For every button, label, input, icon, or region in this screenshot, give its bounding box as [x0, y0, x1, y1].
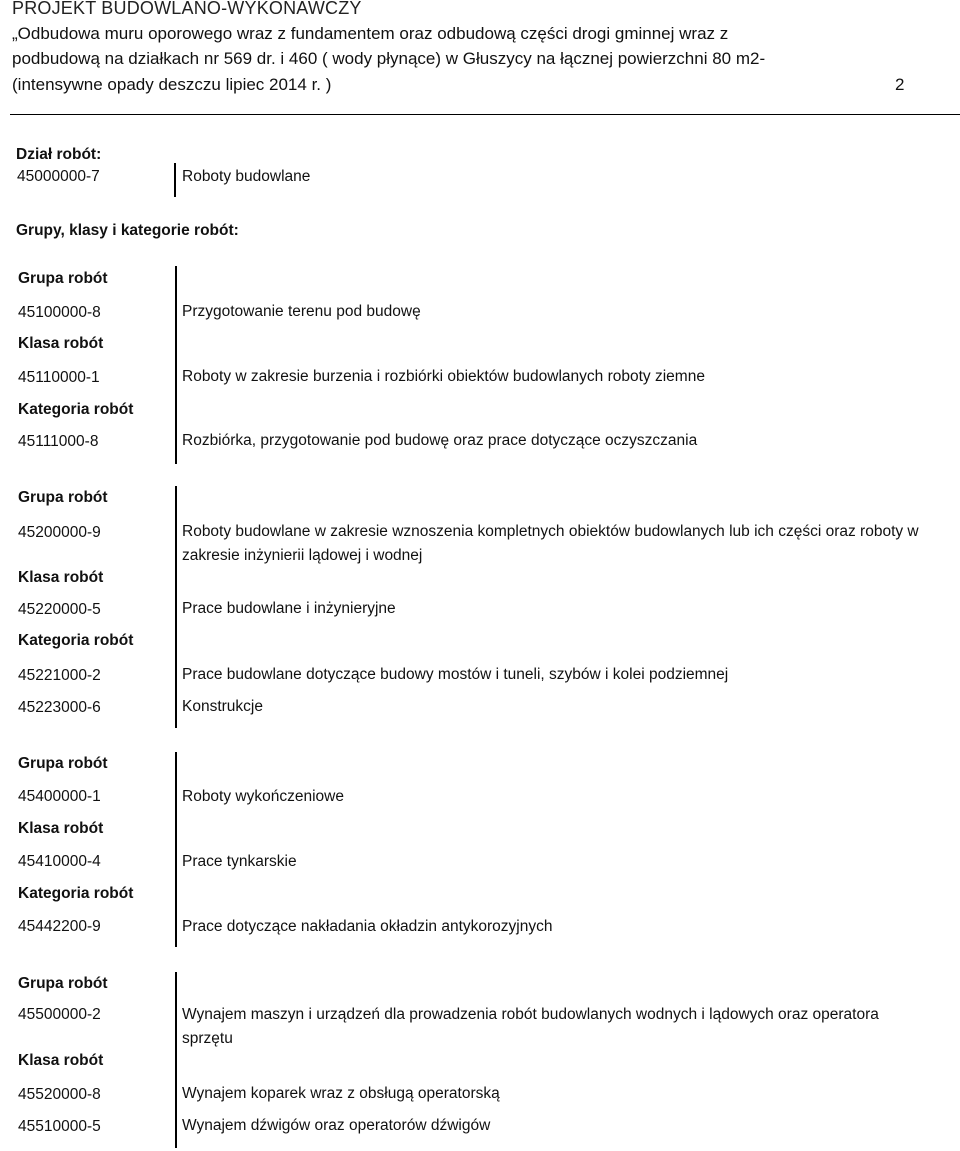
kategoria-code: 45442200-9	[18, 918, 101, 935]
grupa-label: Grupa robót	[18, 755, 108, 772]
extra-name: Konstrukcje	[182, 698, 263, 715]
dzial-code: 45000000-7	[17, 168, 100, 185]
kategoria-name: Prace dotyczące nakładania okładzin antykorozyjnych	[182, 918, 553, 935]
section-divider	[175, 266, 177, 464]
grupa-code: 45400000-1	[18, 788, 101, 805]
klasa-label: Klasa robót	[18, 820, 104, 837]
grupy-heading: Grupy, klasy i kategorie robót:	[16, 222, 239, 239]
klasa-code: 45220000-5	[18, 601, 101, 618]
grupa-label: Grupa robót	[18, 489, 108, 506]
dzial-name: Roboty budowlane	[182, 168, 311, 185]
klasa-name: Wynajem koparek wraz z obsługą operatorską	[182, 1085, 500, 1102]
dzial-label: Dział robót:	[16, 146, 102, 163]
grupa-name: Przygotowanie terenu pod budowę	[182, 303, 421, 320]
kategoria-label: Kategoria robót	[18, 632, 134, 649]
extra-code: 45510000-5	[18, 1118, 101, 1135]
klasa-code: 45410000-4	[18, 853, 101, 870]
dzial-divider	[174, 163, 176, 197]
klasa-name: Prace tynkarskie	[182, 853, 297, 870]
section-divider	[175, 486, 177, 728]
header-line-2: podbudową na działkach nr 569 dr. i 460 ( wody płynące) w Głuszycy na łącznej powierzchni 80 m2-	[12, 49, 766, 68]
klasa-label: Klasa robót	[18, 1052, 104, 1069]
grupa-label: Grupa robót	[18, 270, 108, 287]
grupa-label: Grupa robót	[18, 975, 108, 992]
extra-code: 45223000-6	[18, 699, 101, 716]
grupa-code: 45500000-2	[18, 1006, 101, 1023]
header-line-1: „Odbudowa muru oporowego wraz z fundamentem oraz odbudową części drogi gminnej wraz z	[12, 24, 729, 43]
klasa-label: Klasa robót	[18, 569, 104, 586]
klasa-code: 45110000-1	[18, 369, 100, 386]
kategoria-name: Rozbiórka, przygotowanie pod budowę oraz prace dotyczące oczyszczania	[182, 432, 698, 449]
klasa-label: Klasa robót	[18, 335, 104, 352]
extra-name: Wynajem dźwigów oraz operatorów dźwigów	[182, 1117, 491, 1134]
kategoria-label: Kategoria robót	[18, 885, 134, 902]
section-divider	[175, 972, 177, 1148]
klasa-name: Roboty w zakresie burzenia i rozbiórki obiektów budowlanych roboty ziemne	[182, 368, 705, 385]
grupa-name: Roboty wykończeniowe	[182, 788, 344, 805]
kategoria-code: 45111000-8	[18, 433, 99, 450]
klasa-code: 45520000-8	[18, 1086, 101, 1103]
klasa-name: Prace budowlane i inżynieryjne	[182, 600, 396, 617]
grupa-code: 45100000-8	[18, 304, 101, 321]
kategoria-label: Kategoria robót	[18, 401, 134, 418]
section-divider	[175, 752, 177, 947]
grupa-name: Roboty budowlane w zakresie wznoszenia kompletnych obiektów budowlanych lub ich części oraz roboty w zakresie inżynierii lądowej i wodnej	[182, 523, 919, 564]
kategoria-name: Prace budowlane dotyczące budowy mostów i tuneli, szybów i kolei podziemnej	[182, 666, 729, 683]
header-line-3: (intensywne opady deszczu lipiec 2014 r. )	[12, 75, 332, 94]
kategoria-code: 45221000-2	[18, 667, 101, 684]
grupa-code: 45200000-9	[18, 524, 101, 541]
project-title: PROJEKT BUDOWLANO-WYKONAWCZY	[12, 0, 362, 18]
header-divider	[10, 114, 960, 115]
page-header	[0, 0, 960, 115]
page-number: 2	[895, 75, 905, 94]
grupa-name: Wynajem maszyn i urządzeń dla prowadzenia robót budowlanych wodnych i lądowych oraz operatora sprzętu	[182, 1006, 879, 1047]
